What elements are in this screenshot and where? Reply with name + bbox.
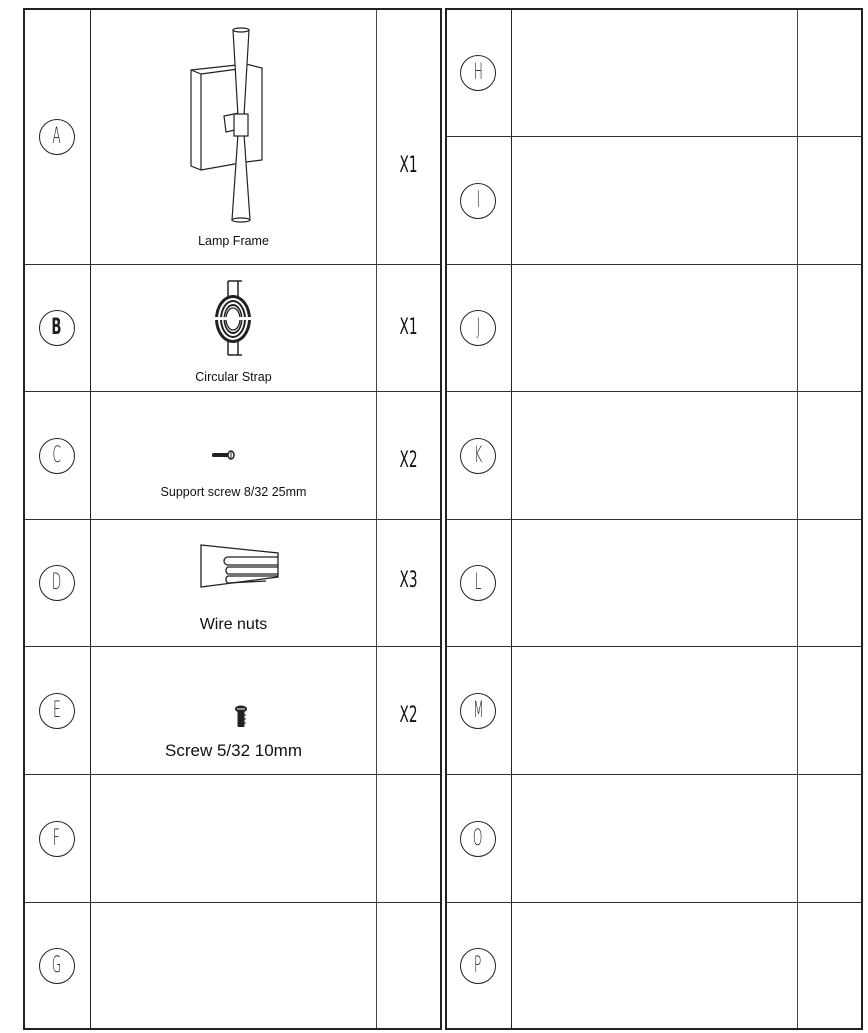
part-letter-cell [447,647,512,774]
part-item-cell [512,265,798,391]
part-row-d [25,520,440,647]
part-letter: D [51,570,62,595]
part-name: Screw 5/32 10mm [165,741,302,760]
part-letter-badge [460,565,496,601]
part-letter: P [474,952,482,978]
part-row-g [25,903,440,1028]
part-letter: M [472,697,484,723]
part-row-c [25,392,440,520]
part-letter-badge [39,119,75,155]
part-item-cell [91,392,377,519]
part-letter-cell [447,903,512,1028]
part-item-cell [512,392,798,519]
part-letter: H [473,60,483,85]
part-letter-badge [39,565,75,601]
part-letter-badge [460,693,496,729]
part-letter-badge [39,821,75,857]
part-letter-cell [447,137,512,264]
part-letter: A [52,124,61,149]
part-letter-badge [460,183,496,219]
part-letter: G [51,952,62,978]
parts-table-right [445,8,863,1030]
part-letter-cell [447,392,512,519]
part-item-cell [512,520,798,646]
circular-strap-icon [211,279,255,359]
part-qty-cell [377,520,440,646]
part-row-o [447,775,861,903]
part-item-cell [91,647,377,774]
part-letter-badge [39,310,75,346]
part-qty-cell [798,10,861,136]
part-row-f [25,775,440,903]
part-name: Support screw 8/32 25mm [160,485,307,499]
part-item-cell [91,903,377,1028]
part-name: Lamp Frame [198,234,269,248]
part-letter-cell [25,903,91,1028]
part-row-a [25,10,440,265]
part-qty-cell [377,647,440,774]
part-letter-badge [460,310,496,346]
part-item-cell [91,10,377,264]
part-quantity: X2 [399,703,418,728]
part-row-b [25,265,440,392]
lamp-frame-icon [186,24,276,224]
part-row-l [447,520,861,647]
part-letter-badge [460,438,496,474]
part-item-cell [512,137,798,264]
parts-table-left [23,8,442,1030]
part-row-m [447,647,861,775]
part-letter: F [53,825,60,851]
part-letter: J [476,315,480,340]
part-row-e [25,647,440,775]
part-letter-badge [39,438,75,474]
part-row-j [447,265,861,392]
part-item-cell [91,520,377,646]
part-item-cell [91,265,377,391]
part-qty-cell [798,903,861,1028]
part-item-cell [512,10,798,136]
part-qty-cell [798,647,861,774]
part-letter-badge [39,693,75,729]
part-qty-cell [798,520,861,646]
part-letter: B [51,315,62,340]
part-letter-cell [447,265,512,391]
part-letter: K [474,442,482,468]
part-name: Circular Strap [195,370,272,384]
part-qty-cell [377,10,440,264]
part-letter-cell [25,775,91,902]
support-screw-icon [211,450,237,460]
part-letter-cell [25,10,91,264]
part-row-i [447,137,861,265]
part-item-cell [512,903,798,1028]
part-row-h [447,10,861,137]
part-letter-badge [460,948,496,984]
part-letter-cell [447,775,512,902]
part-letter-badge [39,948,75,984]
part-row-k [447,392,861,520]
part-letter-cell [447,10,512,136]
part-qty-cell [798,265,861,391]
part-letter: E [52,697,61,723]
part-letter-cell [447,520,512,646]
part-quantity: X1 [399,315,418,340]
wire-nut-icon [200,543,282,589]
part-name: Wire nuts [199,616,268,633]
part-row-p [447,903,861,1028]
part-item-cell [512,775,798,902]
part-item-cell [512,647,798,774]
part-qty-cell [798,775,861,902]
part-quantity: X1 [399,153,418,178]
part-letter-cell [25,265,91,391]
part-letter-cell [25,520,91,646]
part-letter: O [473,825,483,851]
part-qty-cell [377,903,440,1028]
part-letter-cell [25,647,91,774]
part-qty-cell [377,775,440,902]
part-quantity: X2 [399,448,418,473]
part-letter: C [52,442,61,468]
part-item-cell [91,775,377,902]
part-letter: L [474,570,482,595]
part-letter-cell [25,392,91,519]
part-letter-badge [460,821,496,857]
part-letter: I [476,187,480,213]
part-qty-cell [798,392,861,519]
part-qty-cell [377,392,440,519]
part-letter-badge [460,55,496,91]
part-qty-cell [798,137,861,264]
part-quantity: X3 [399,568,418,593]
part-qty-cell [377,265,440,391]
screw-icon [234,705,248,729]
